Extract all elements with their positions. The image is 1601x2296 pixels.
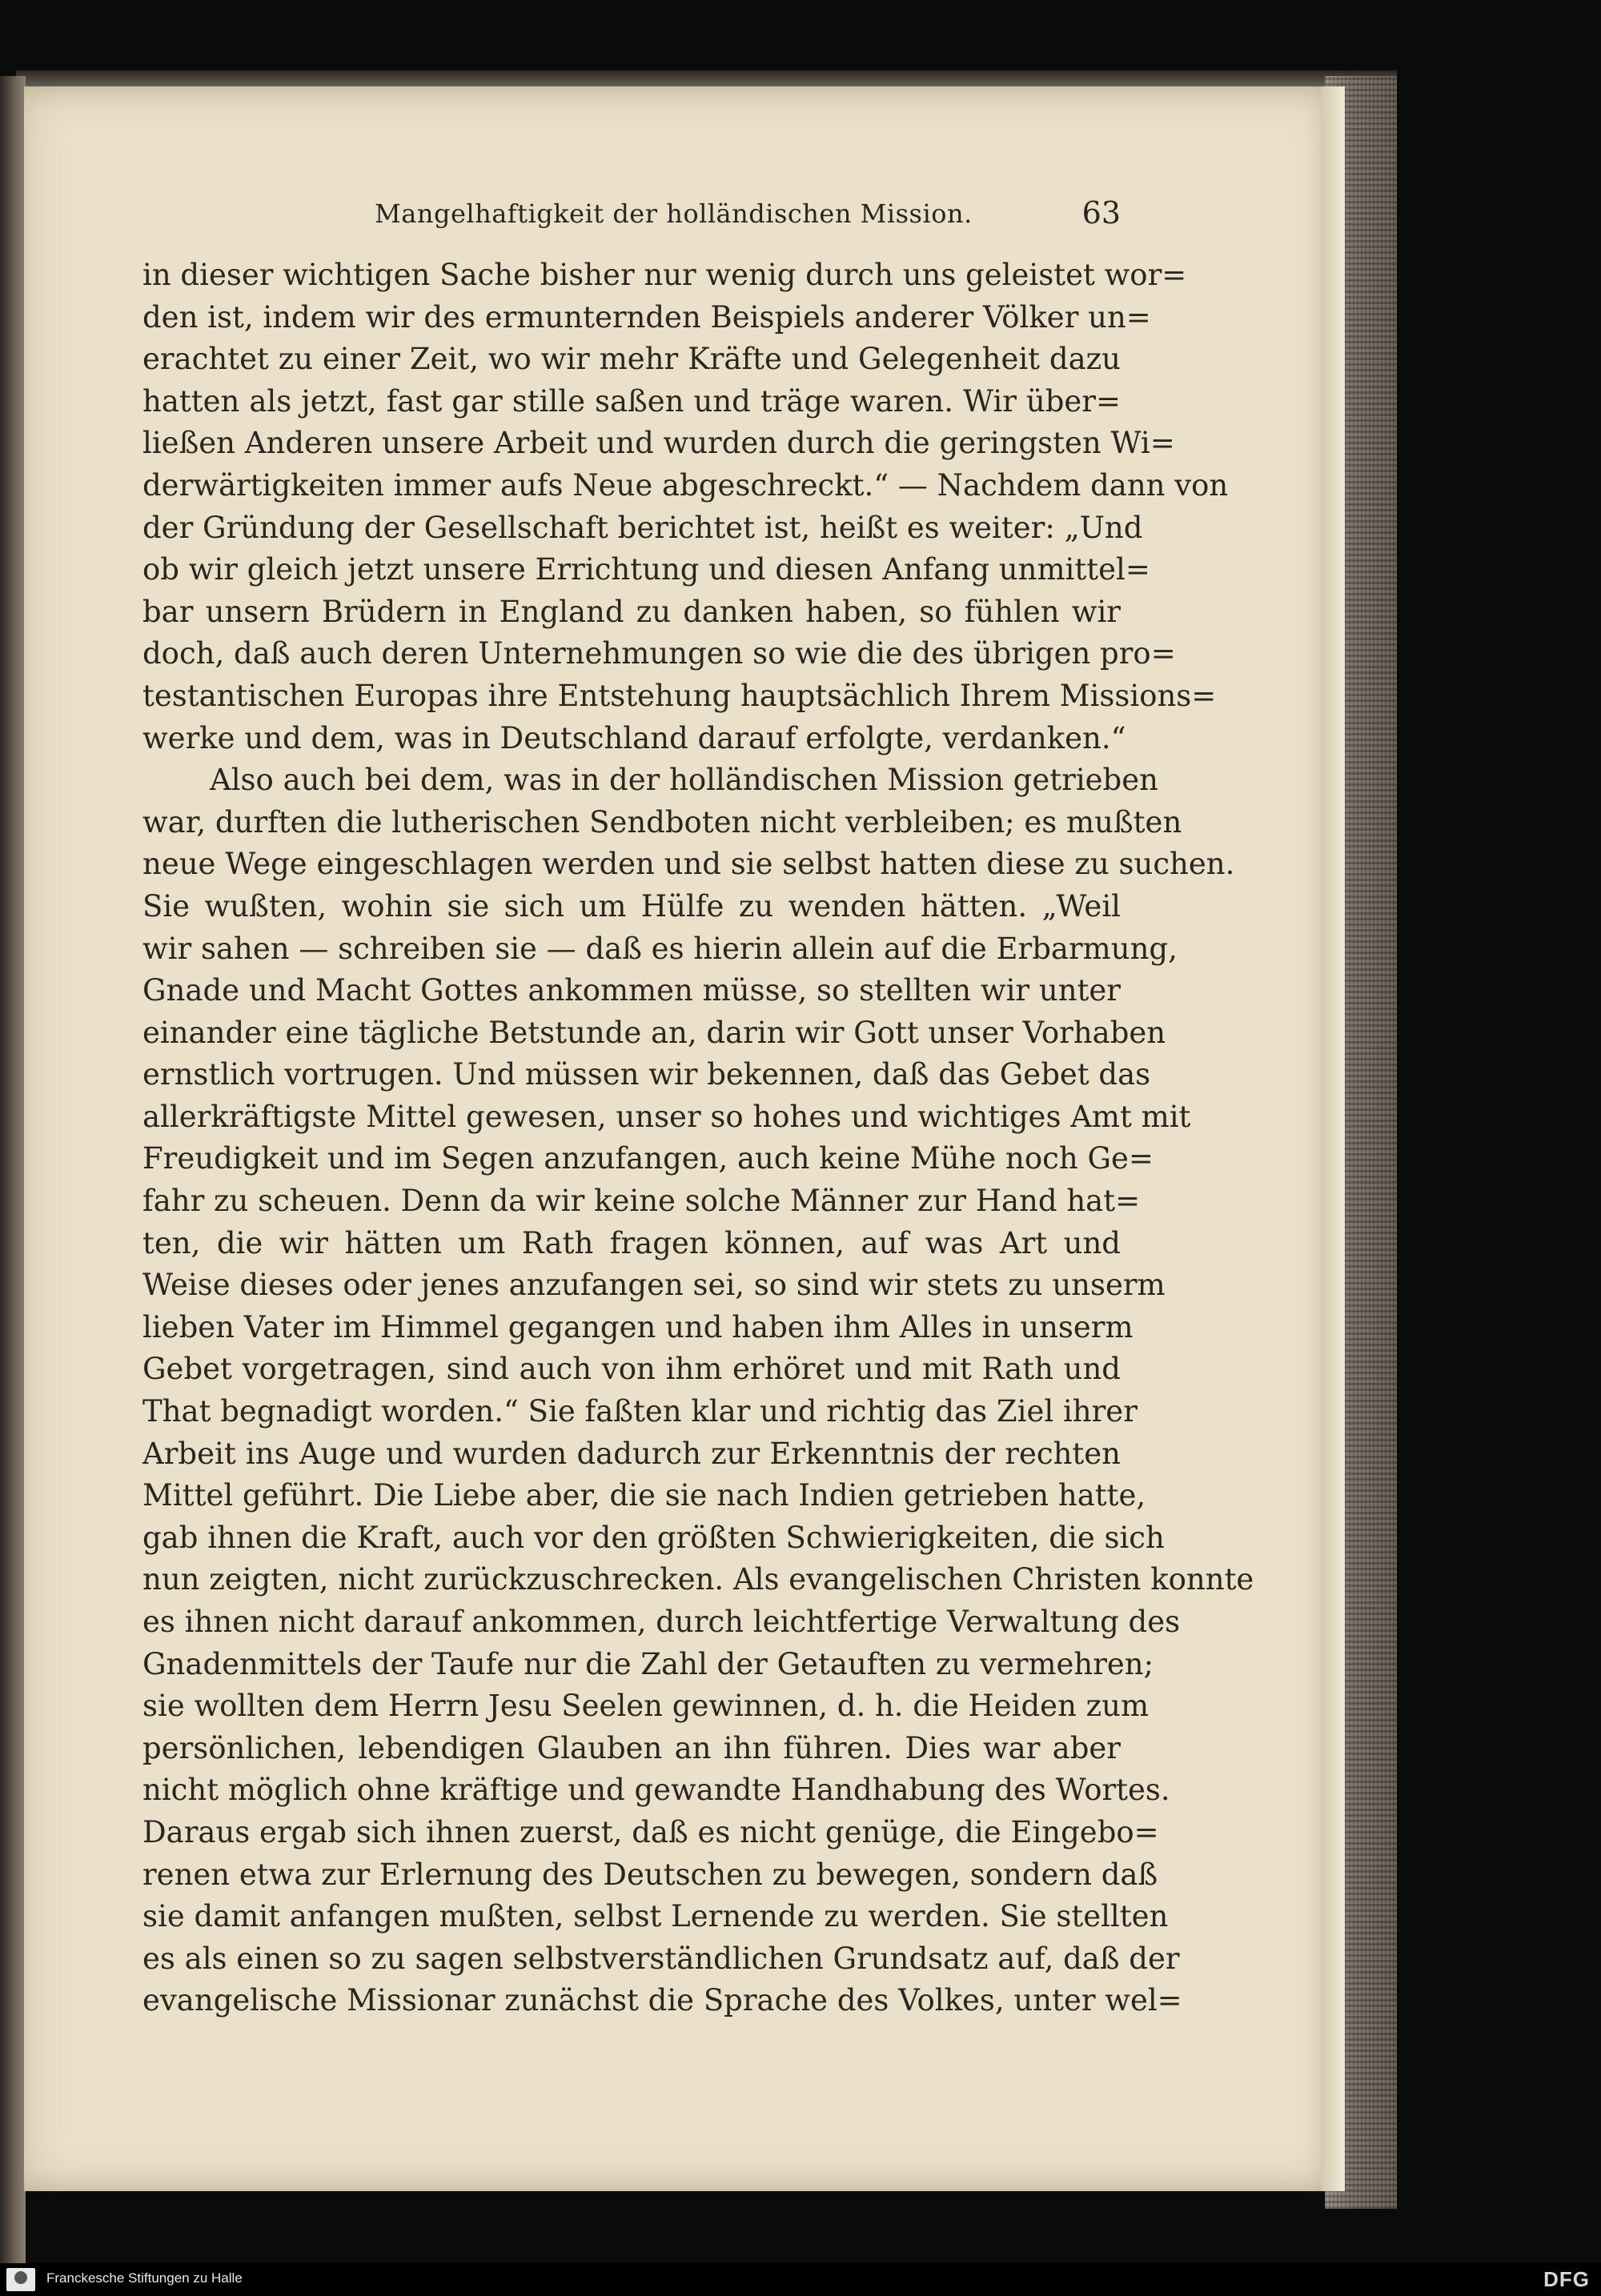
text-line: Sie wußten, wohin sie sich um Hülfe zu wenden hätten. „Weil <box>142 888 1121 924</box>
viewer-footer <box>0 2263 1601 2296</box>
text-line: werke und dem, was in Deutschland darauf erfolgte, verdanken.“ <box>142 720 1126 755</box>
text-line: Gebet vorgetragen, sind auch von ihm erhöret und mit Rath und <box>142 1352 1121 1387</box>
text-line: es als einen so zu sagen selbstverständlichen Grundsatz auf, daß der <box>142 1941 1180 1976</box>
institution-logo-icon <box>6 2268 35 2291</box>
text-line: es ihnen nicht darauf ankommen, durch leichtfertige Verwaltung des <box>142 1605 1181 1639</box>
book-cover-left-edge <box>0 76 26 2265</box>
text-line: der Gründung der Gesellschaft berichtet ist, heißt es weiter: „Und <box>142 510 1143 545</box>
text-line: ließen Anderen unsere Arbeit und wurden durch die geringsten Wi= <box>142 426 1175 461</box>
text-line: renen etwa zur Erlernung des Deutschen zu bewegen, sondern daß <box>142 1857 1158 1892</box>
text-line: evangelische Missionar zunächst die Sprache des Volkes, unter wel= <box>142 1983 1182 2018</box>
text-line: derwärtigkeiten immer aufs Neue abgeschreckt.“ — Nachdem dann von <box>142 467 1229 503</box>
text-line: Freudigkeit und im Segen anzufangen, auch keine Mühe noch Ge= <box>142 1141 1154 1176</box>
text-line: Gnade und Macht Gottes ankommen müsse, so stellten wir unter <box>142 973 1121 1008</box>
text-line: That begnadigt worden.“ Sie faßten klar und richtig das Ziel ihrer <box>142 1394 1138 1429</box>
text-line: persönlichen, lebendigen Glauben an ihn führen. Dies war aber <box>142 1730 1121 1765</box>
text-line: erachtet zu einer Zeit, wo wir mehr Kräfte und Gelegenheit dazu <box>142 342 1121 377</box>
page-header <box>142 192 1121 240</box>
text-line: fahr zu scheuen. Denn da wir keine solche Männer zur Hand hat= <box>142 1184 1141 1219</box>
text-line: testantischen Europas ihre Entstehung hauptsächlich Ihrem Missions= <box>142 678 1217 713</box>
text-line: Mittel geführt. Die Liebe aber, die sie nach Indien getrieben hatte, <box>142 1478 1146 1513</box>
text-line: Daraus ergab sich ihnen zuerst, daß es nicht genüge, die Eingebo= <box>142 1814 1159 1849</box>
book-cover-top-edge <box>16 70 1397 88</box>
text-line: den ist, indem wir des ermunternden Beispiels anderer Völker un= <box>142 299 1151 335</box>
dfg-logo: DFG <box>1543 2267 1590 2291</box>
text-line: hatten als jetzt, fast gar stille saßen und träge waren. Wir über= <box>142 383 1121 419</box>
text-line: einander eine tägliche Betstunde an, darin wir Gott unser Vorhaben <box>142 1015 1166 1050</box>
text-line: Weise dieses oder jenes anzufangen sei, so sind wir stets zu unserm <box>142 1268 1166 1303</box>
text-line: nun zeigten, nicht zurückzuschrecken. Als evangelischen Christen konnte <box>142 1562 1254 1597</box>
text-line: lieben Vater im Himmel gegangen und haben ihm Alles in unserm <box>142 1309 1134 1344</box>
text-line: Arbeit ins Auge und wurden dadurch zur Erkenntnis der rechten <box>142 1436 1121 1471</box>
text-line: ten, die wir hätten um Rath fragen können, auf was Art und <box>142 1225 1121 1260</box>
text-line: ob wir gleich jetzt unsere Errichtung und diesen Anfang unmittel= <box>142 552 1150 587</box>
page-edge <box>1321 86 1345 2191</box>
text-line: bar unsern Brüdern in England zu danken haben, so fühlen wir <box>142 594 1121 629</box>
running-title: Mangelhaftigkeit der holländischen Mission. <box>375 198 973 229</box>
text-line: gab ihnen die Kraft, auch vor den größten Schwierigkeiten, die sich <box>142 1520 1165 1555</box>
text-line: Gnadenmittels der Taufe nur die Zahl der Getauften zu vermehren; <box>142 1646 1154 1681</box>
text-line: sie wollten dem Herrn Jesu Seelen gewinnen, d. h. die Heiden zum <box>142 1689 1150 1724</box>
text-line: sie damit anfangen mußten, selbst Lernende zu werden. Sie stellten <box>142 1899 1169 1934</box>
text-line: in dieser wichtigen Sache bisher nur wenig durch uns geleistet wor= <box>142 258 1187 292</box>
text-line: wir sahen — schreiben sie — daß es hierin allein auf die Erbarmung, <box>142 931 1178 966</box>
text-line: ernstlich vortrugen. Und müssen wir bekennen, daß das Gebet das <box>142 1057 1151 1092</box>
text-line: war, durften die lutherischen Sendboten nicht verbleiben; es mußten <box>142 804 1182 839</box>
text-line: neue Wege eingeschlagen werden und sie selbst hatten diese zu suchen. <box>142 847 1235 882</box>
body-text <box>142 254 1254 2022</box>
institution-name: Franckesche Stiftungen zu Halle <box>46 2270 243 2286</box>
text-line: allerkräftigste Mittel gewesen, unser so hohes und wichtiges Amt mit <box>142 1099 1191 1134</box>
page-number: 63 <box>1081 195 1121 230</box>
text-line: Also auch bei dem, was in der holländischen Mission getrieben <box>210 763 1158 798</box>
text-line: nicht möglich ohne kräftige und gewandte Handhabung des Wortes. <box>142 1773 1170 1808</box>
text-line: doch, daß auch deren Unternehmungen so wie die des übrigen pro= <box>142 636 1176 671</box>
